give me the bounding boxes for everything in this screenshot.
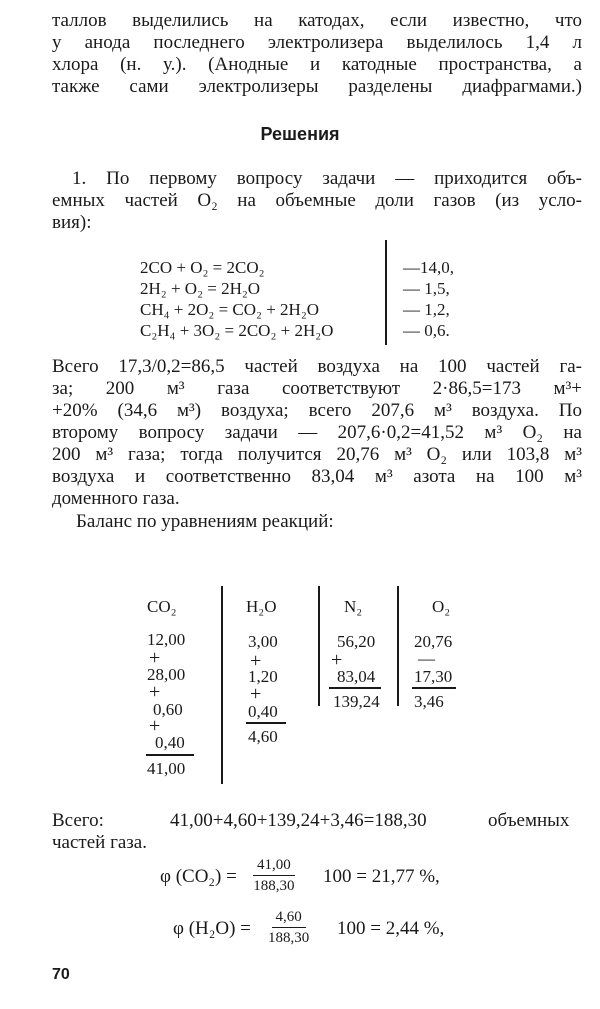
sum-line — [329, 687, 381, 689]
calc-line: доменного газа. — [52, 488, 180, 509]
minus-sign: — — [418, 649, 435, 668]
section-heading: Решения — [260, 124, 340, 144]
sum-line — [146, 754, 194, 756]
fraction-denominator: 188,30 — [268, 930, 310, 946]
calc-line: 200 м³ газа; тогда получится 20,76 м³ O₂ или 103,8 м³ — [52, 444, 582, 465]
o2-total: 3,46 — [414, 692, 444, 711]
co2-value: 12,00 — [147, 630, 186, 649]
calculation-paragraph — [52, 356, 582, 510]
plus-sign: + — [250, 650, 262, 672]
balance-divider — [318, 586, 320, 706]
solution-line: 1. По первому вопросу задачи — приходится объ- — [72, 168, 582, 189]
balance-divider — [397, 586, 399, 706]
intro-line: также сами электролизеры разделены диафрагмами.) — [52, 76, 582, 97]
total-word: объемных — [488, 810, 570, 831]
plus-sign: + — [250, 683, 262, 705]
calc-line: воздуха и соответственно 83,04 м³ азота на 100 м³ — [52, 466, 582, 487]
plus-sign: + — [149, 681, 161, 703]
plus-sign: + — [149, 647, 161, 669]
equation-value: —14,0, — [403, 258, 454, 277]
co2-total: 41,00 — [147, 759, 186, 778]
total-label: Всего: — [52, 810, 104, 831]
equations-divider — [385, 240, 387, 345]
co2-value: 0,40 — [155, 733, 185, 752]
balance-intro: Баланс по уравнениям реакций: — [76, 511, 334, 532]
col-header-o2: O₂ — [432, 597, 451, 616]
intro-line: таллов выделились на катодах, если известно, что — [52, 10, 582, 31]
col-header-n2: N₂ — [344, 597, 363, 616]
formula-fraction — [268, 908, 309, 947]
balance-divider — [221, 586, 223, 784]
col-header-h2o: H₂O — [246, 597, 277, 616]
plus-sign: + — [331, 649, 343, 671]
calc-line: +20% (34,6 м³) воздуха; всего 207,6 м³ воздуха. По — [52, 400, 582, 421]
calc-line: второму вопросу задачи — 207,6·0,2=41,52 м³ O₂ на — [52, 422, 582, 443]
h2o-value: 3,00 — [248, 632, 278, 651]
calc-line: за; 200 м³ газа соответствуют 2·86,5=173 м³+ — [52, 378, 582, 399]
fraction-denominator: 188,30 — [253, 878, 295, 894]
equation-formula: 2H₂ + O₂ = 2H₂O — [140, 279, 261, 298]
fraction-numerator: 41,00 — [253, 856, 295, 876]
col-header-co2: CO₂ — [147, 597, 177, 616]
o2-value: 17,30 — [414, 667, 453, 686]
equation-value: — 1,2, — [403, 300, 450, 319]
n2-value: 56,20 — [337, 632, 376, 651]
h2o-total: 4,60 — [248, 727, 278, 746]
total-sum: 41,00+4,60+139,24+3,46=188,30 — [170, 810, 427, 831]
formula-rhs: 100 = 21,77 %, — [323, 866, 440, 887]
n2-total: 139,24 — [333, 692, 380, 711]
intro-line: у анода последнего электролизера выделилось 1,4 л — [52, 32, 582, 53]
h2o-value: 1,20 — [248, 667, 278, 686]
n2-value: 83,04 — [337, 667, 376, 686]
h2o-value: 0,40 — [248, 702, 278, 721]
total-line2: частей газа. — [52, 832, 147, 853]
page-number: 70 — [52, 966, 70, 983]
formula-lhs: φ (CO₂) = — [160, 866, 237, 887]
solution-line: вия): — [52, 212, 92, 233]
formula-fraction — [253, 856, 295, 895]
co2-value: 28,00 — [147, 665, 186, 684]
equation-value: — 0,6. — [403, 321, 450, 340]
intro-line: хлора (н. у.). (Анодные и катодные пространства, а — [52, 54, 582, 75]
calc-line: Всего 17,3/0,2=86,5 частей воздуха на 100 частей га- — [52, 356, 582, 377]
equation-value: — 1,5, — [403, 279, 450, 298]
solution-line: емных частей O₂ на объемные доли газов (из усло- — [52, 190, 582, 211]
plus-sign: + — [149, 715, 161, 737]
equation-formula: CH₄ + 2O₂ = CO₂ + 2H₂O — [140, 300, 320, 319]
o2-value: 20,76 — [414, 632, 453, 651]
formula-lhs: φ (H₂O) = — [173, 918, 251, 939]
sum-line — [412, 687, 456, 689]
equation-formula: 2CO + O₂ = 2CO₂ — [140, 258, 265, 277]
sum-line — [246, 722, 286, 724]
co2-value: 0,60 — [153, 700, 183, 719]
solution-intro-paragraph — [52, 168, 582, 234]
formula-rhs: 100 = 2,44 %, — [337, 918, 445, 939]
intro-paragraph — [52, 10, 582, 98]
fraction-numerator: 4,60 — [272, 908, 306, 928]
equation-formula: C₂H₄ + 3O₂ = 2CO₂ + 2H₂O — [140, 321, 334, 340]
